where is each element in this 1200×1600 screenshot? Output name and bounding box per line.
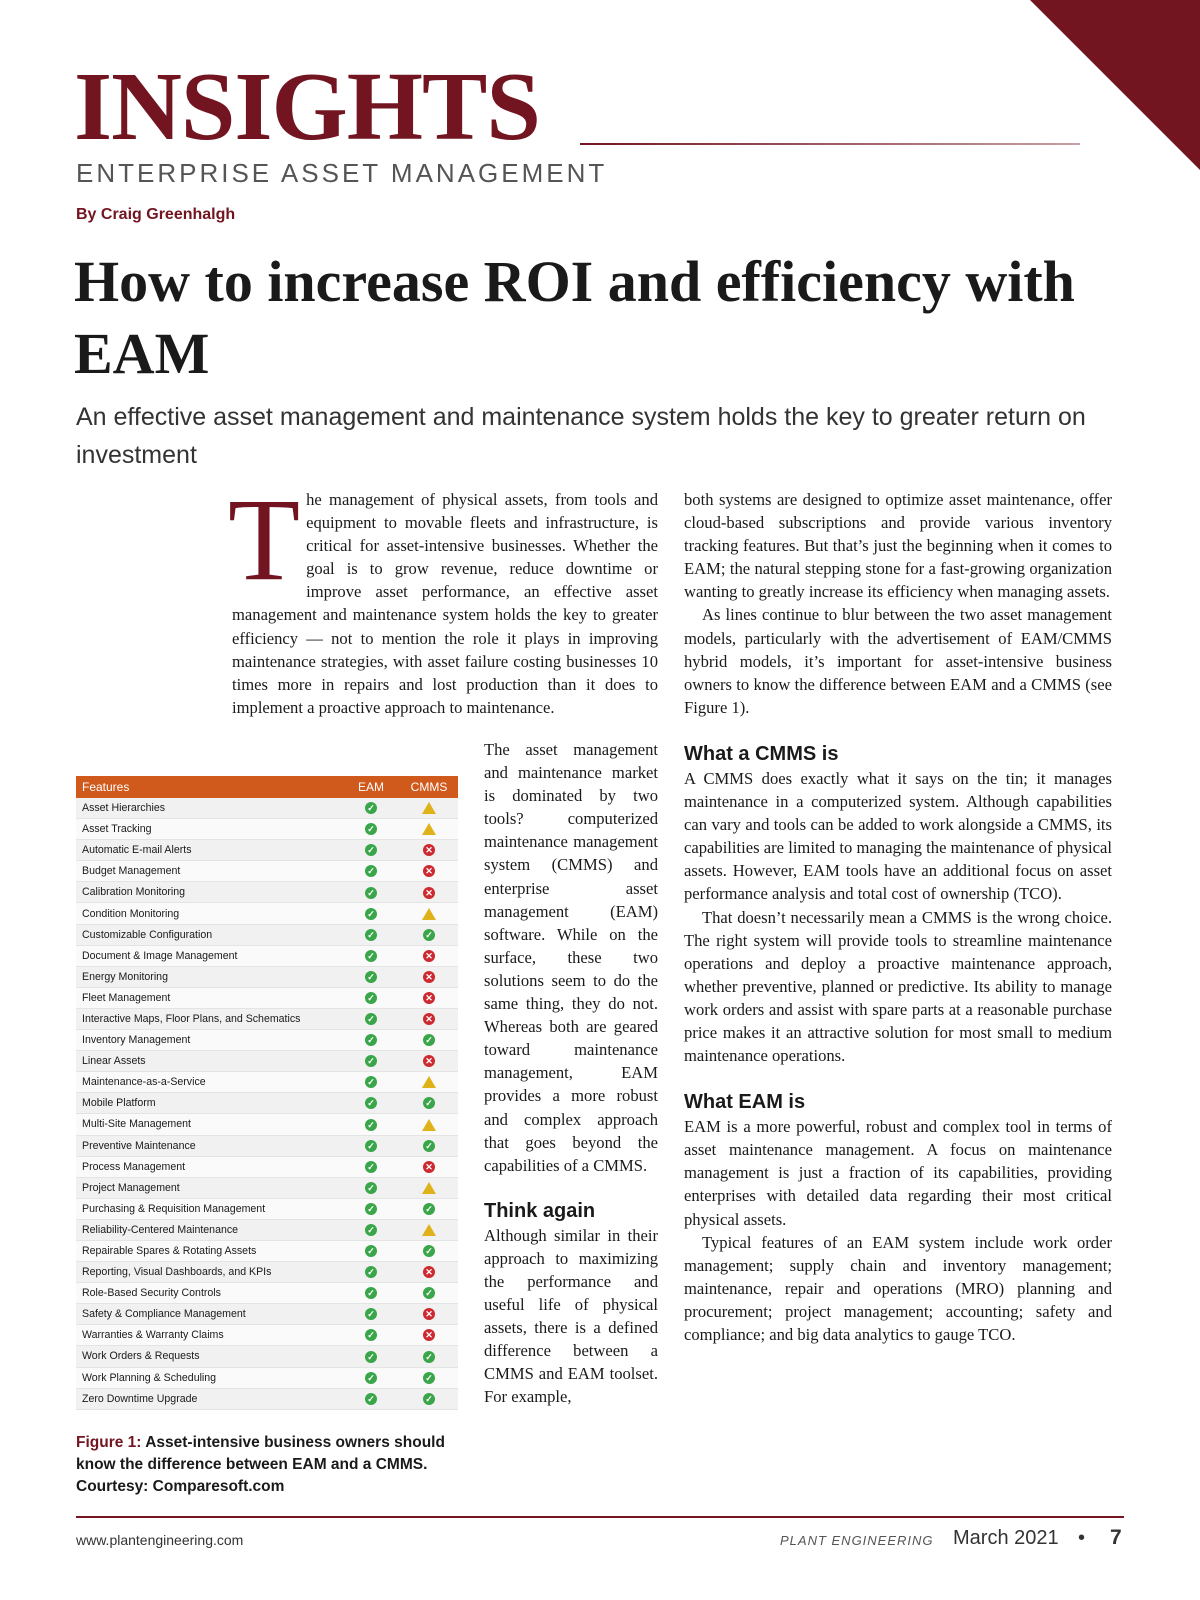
warning-triangle-icon xyxy=(422,1182,436,1194)
x-circle-icon: ✕ xyxy=(423,1055,435,1067)
table-row xyxy=(76,1198,458,1219)
check-circle-icon: ✓ xyxy=(365,950,377,962)
eam-cell xyxy=(342,1072,400,1093)
eam-cell xyxy=(342,1367,400,1388)
subhead-think-again: Think again xyxy=(484,1199,596,1222)
warning-triangle-icon xyxy=(422,908,436,920)
check-circle-icon: ✓ xyxy=(423,1393,435,1405)
table-row xyxy=(76,1240,458,1261)
table-row xyxy=(76,819,458,840)
feature-name: Role-Based Security Controls xyxy=(76,1283,342,1304)
eam-cell xyxy=(342,882,400,903)
feature-name: Asset Hierarchies xyxy=(76,798,342,819)
table-row xyxy=(76,1262,458,1283)
table-row xyxy=(76,798,458,819)
cmms-cell xyxy=(400,1114,458,1135)
table-row xyxy=(76,1051,458,1072)
figure-caption xyxy=(76,1432,456,1498)
x-circle-icon: ✕ xyxy=(423,844,435,856)
footer-separator: • xyxy=(1078,1527,1086,1549)
eam-cell xyxy=(342,1219,400,1240)
cmms-cell xyxy=(400,1262,458,1283)
table-row xyxy=(76,1135,458,1156)
table-row xyxy=(76,1177,458,1198)
check-circle-icon: ✓ xyxy=(365,1245,377,1257)
dek: An effective asset management and maintenance system holds the key to greater return on investment xyxy=(76,403,1086,469)
drop-cap: T xyxy=(228,474,301,605)
kicker-rule xyxy=(580,143,1080,145)
table-row xyxy=(76,1219,458,1240)
byline: By Craig Greenhalgh xyxy=(76,206,236,223)
x-circle-icon: ✕ xyxy=(423,1161,435,1173)
feature-name: Multi-Site Management xyxy=(76,1114,342,1135)
table-row xyxy=(76,1030,458,1051)
feature-name: Mobile Platform xyxy=(76,1093,342,1114)
table-row xyxy=(76,966,458,987)
eam-cell xyxy=(342,1283,400,1304)
eam-cell xyxy=(342,924,400,945)
paragraph: Typical features of an EAM system include work order management; supply chain and inventory management; maintenance, repair and operations (MRO) planning and procurement; project management; accounting; safety and compliance; and big data analytics to gauge TCO. xyxy=(684,1232,1112,1344)
subhead-what-cmms: What a CMMS is xyxy=(684,742,839,765)
eam-cell xyxy=(342,861,400,882)
check-circle-icon: ✓ xyxy=(365,1287,377,1299)
table-row xyxy=(76,945,458,966)
cmms-cell xyxy=(400,1325,458,1346)
footer-date: March 2021 xyxy=(953,1527,1059,1549)
eam-cell xyxy=(342,1114,400,1135)
eam-cell xyxy=(342,1135,400,1156)
eam-cell xyxy=(342,1030,400,1051)
x-circle-icon: ✕ xyxy=(423,1329,435,1341)
eam-cell xyxy=(342,1093,400,1114)
check-circle-icon: ✓ xyxy=(365,823,377,835)
table-row xyxy=(76,1072,458,1093)
feature-name: Calibration Monitoring xyxy=(76,882,342,903)
feature-name: Budget Management xyxy=(76,861,342,882)
check-circle-icon: ✓ xyxy=(423,1351,435,1363)
feature-name: Project Management xyxy=(76,1177,342,1198)
check-circle-icon: ✓ xyxy=(365,1119,377,1131)
paragraph: As lines continue to blur between the two asset management models, particularly with the advertisement of EAM/CMMS hybrid models, it’s important for asset-intensive business owners to know the difference between EAM and a CMMS (see Figure 1). xyxy=(684,605,1112,717)
cmms-cell xyxy=(400,798,458,819)
x-circle-icon: ✕ xyxy=(423,950,435,962)
check-circle-icon: ✓ xyxy=(365,1224,377,1236)
warning-triangle-icon xyxy=(422,802,436,814)
check-circle-icon: ✓ xyxy=(365,971,377,983)
table-row xyxy=(76,1367,458,1388)
cmms-cell xyxy=(400,1051,458,1072)
eam-cell xyxy=(342,1388,400,1409)
footer-url: www.plantengineering.com xyxy=(76,1532,244,1548)
x-circle-icon: ✕ xyxy=(423,1013,435,1025)
warning-triangle-icon xyxy=(422,1076,436,1088)
x-circle-icon: ✕ xyxy=(423,971,435,983)
check-circle-icon: ✓ xyxy=(365,1076,377,1088)
check-circle-icon: ✓ xyxy=(365,1203,377,1215)
feature-name: Purchasing & Requisition Management xyxy=(76,1198,342,1219)
table-row xyxy=(76,903,458,924)
caption-label: Figure 1: xyxy=(76,1434,142,1451)
check-circle-icon: ✓ xyxy=(423,1140,435,1152)
cmms-cell xyxy=(400,1198,458,1219)
check-circle-icon: ✓ xyxy=(365,844,377,856)
paragraph xyxy=(228,474,658,719)
paragraph-text: he management of physical assets, from tools and equipment to movable fleets and infrastructure, is critical for asset-intensive businesses. Whether the goal is to grow revenue, reduce downtime or improve asset performance, an effective asset management and maintenance system holds the key to greater efficiency — not to mention the role it plays in improving maintenance strategies, with asset failure costing businesses 10 times more in repairs and lost production than it does to implement a proactive approach to maintenance. xyxy=(232,490,658,717)
cmms-cell xyxy=(400,1219,458,1240)
warning-triangle-icon xyxy=(422,1224,436,1236)
cmms-cell xyxy=(400,1367,458,1388)
feature-name: Inventory Management xyxy=(76,1030,342,1051)
check-circle-icon: ✓ xyxy=(365,1308,377,1320)
column-header-features: Features xyxy=(76,776,342,798)
warning-triangle-icon xyxy=(422,1119,436,1131)
paragraph: A CMMS does exactly what it says on the tin; it manages maintenance in a computerized system. Although capabilities can vary and tools can be added to work alongside a CMMS, its capabilities are limited to managing the maintenance of physical assets. However, EAM tools have an additional focus on asset performance analysis and total cost of ownership (TCO). xyxy=(684,768,1112,904)
check-circle-icon: ✓ xyxy=(365,1351,377,1363)
check-circle-icon: ✓ xyxy=(365,1161,377,1173)
feature-name: Automatic E-mail Alerts xyxy=(76,840,342,861)
caption-text: Asset-intensive business owners should know the difference between EAM and a CMMS. Courtesy: Comparesoft.com xyxy=(76,1434,445,1495)
feature-name: Fleet Management xyxy=(76,987,342,1008)
subhead-what-eam: What EAM is xyxy=(684,1091,806,1114)
feature-name: Asset Tracking xyxy=(76,819,342,840)
table-row xyxy=(76,1304,458,1325)
cmms-cell xyxy=(400,1304,458,1325)
eam-cell xyxy=(342,987,400,1008)
check-circle-icon: ✓ xyxy=(365,1329,377,1341)
check-circle-icon: ✓ xyxy=(365,887,377,899)
table-row xyxy=(76,861,458,882)
eam-cell xyxy=(342,903,400,924)
check-circle-icon: ✓ xyxy=(365,908,377,920)
check-circle-icon: ✓ xyxy=(365,802,377,814)
comparison-table xyxy=(76,776,458,1410)
table-row xyxy=(76,1283,458,1304)
cmms-cell xyxy=(400,1240,458,1261)
cmms-cell xyxy=(400,903,458,924)
table-row xyxy=(76,1325,458,1346)
feature-name: Zero Downtime Upgrade xyxy=(76,1388,342,1409)
x-circle-icon: ✕ xyxy=(423,887,435,899)
eam-cell xyxy=(342,819,400,840)
cmms-cell xyxy=(400,1135,458,1156)
feature-name: Reliability-Centered Maintenance xyxy=(76,1219,342,1240)
paragraph: EAM is a more powerful, robust and complex tool in terms of asset maintenance management. A focus on maintenance management is just a fraction of its capabilities, providing enterprises with detailed data regarding their most critical physical assets. xyxy=(684,1117,1112,1229)
eam-cell xyxy=(342,966,400,987)
table-row xyxy=(76,882,458,903)
eam-cell xyxy=(342,1198,400,1219)
paragraph: Although similar in their approach to maximizing the performance and useful life of physical assets, there is a defined difference between a CMMS and EAM toolset. For example, xyxy=(484,1225,658,1407)
cmms-cell xyxy=(400,840,458,861)
cmms-cell xyxy=(400,1093,458,1114)
paragraph: That doesn’t necessarily mean a CMMS is the wrong choice. The right system will provide tools to streamline maintenance operations and deploy a proactive maintenance approach, whether preventive, planned or predictive. Its ability to manage work orders and assist with spare parts at a reasonable purchase price makes it an attractive solution for most small to medium maintenance operations. xyxy=(684,907,1112,1066)
paragraph: The asset management and maintenance market is dominated by two tools? computerized maintenance management system (CMMS) and enterprise asset management (EAM) software. While on the surface, these two solutions seem to do the same thing, they do not. Whereas both are geared toward maintenance management, EAM provides a more robust and complex approach that goes beyond the capabilities of a CMMS. xyxy=(484,740,658,1175)
body-column-3 xyxy=(684,488,1112,1346)
check-circle-icon: ✓ xyxy=(423,1097,435,1109)
table-row xyxy=(76,1346,458,1367)
cmms-cell xyxy=(400,819,458,840)
section-kicker: INSIGHTS xyxy=(74,53,540,161)
check-circle-icon: ✓ xyxy=(365,992,377,1004)
eam-cell xyxy=(342,1051,400,1072)
cmms-cell xyxy=(400,924,458,945)
cmms-cell xyxy=(400,966,458,987)
feature-name: Linear Assets xyxy=(76,1051,342,1072)
feature-name: Work Planning & Scheduling xyxy=(76,1367,342,1388)
eam-cell xyxy=(342,1008,400,1029)
table-row xyxy=(76,1008,458,1029)
eam-cell xyxy=(342,945,400,966)
eam-cell xyxy=(342,1304,400,1325)
check-circle-icon: ✓ xyxy=(365,1055,377,1067)
table-row xyxy=(76,924,458,945)
check-circle-icon: ✓ xyxy=(423,1287,435,1299)
body-column-1 xyxy=(228,474,658,719)
cmms-cell xyxy=(400,1008,458,1029)
column-header-cmms: CMMS xyxy=(400,776,458,798)
table-row xyxy=(76,1156,458,1177)
check-circle-icon: ✓ xyxy=(365,1182,377,1194)
eam-cell xyxy=(342,1262,400,1283)
headline: How to increase ROI and efficiency with EAM xyxy=(74,249,1075,386)
cmms-cell xyxy=(400,861,458,882)
feature-name: Document & Image Management xyxy=(76,945,342,966)
body-column-2 xyxy=(484,738,658,1409)
feature-name: Work Orders & Requests xyxy=(76,1346,342,1367)
cmms-cell xyxy=(400,1072,458,1093)
eam-cell xyxy=(342,1346,400,1367)
feature-name: Energy Monitoring xyxy=(76,966,342,987)
check-circle-icon: ✓ xyxy=(365,1372,377,1384)
table-row xyxy=(76,1093,458,1114)
feature-name: Reporting, Visual Dashboards, and KPIs xyxy=(76,1262,342,1283)
eam-cell xyxy=(342,1240,400,1261)
eam-cell xyxy=(342,1325,400,1346)
table-row xyxy=(76,1388,458,1409)
feature-name: Preventive Maintenance xyxy=(76,1135,342,1156)
cmms-cell xyxy=(400,1177,458,1198)
check-circle-icon: ✓ xyxy=(365,1393,377,1405)
page-number: 7 xyxy=(1110,1526,1122,1549)
eam-cell xyxy=(342,798,400,819)
check-circle-icon: ✓ xyxy=(365,1140,377,1152)
cmms-cell xyxy=(400,1346,458,1367)
footer-publication: PLANT ENGINEERING xyxy=(780,1533,934,1548)
check-circle-icon: ✓ xyxy=(365,1097,377,1109)
cmms-cell xyxy=(400,1388,458,1409)
eam-cell xyxy=(342,840,400,861)
check-circle-icon: ✓ xyxy=(423,1034,435,1046)
x-circle-icon: ✕ xyxy=(423,992,435,1004)
feature-name: Condition Monitoring xyxy=(76,903,342,924)
x-circle-icon: ✕ xyxy=(423,865,435,877)
cmms-cell xyxy=(400,1030,458,1051)
check-circle-icon: ✓ xyxy=(365,1266,377,1278)
section-label: ENTERPRISE ASSET MANAGEMENT xyxy=(76,158,608,188)
table-row xyxy=(76,1114,458,1135)
cmms-cell xyxy=(400,1156,458,1177)
cmms-cell xyxy=(400,882,458,903)
x-circle-icon: ✕ xyxy=(423,1266,435,1278)
cmms-cell xyxy=(400,945,458,966)
eam-cell xyxy=(342,1177,400,1198)
feature-name: Safety & Compliance Management xyxy=(76,1304,342,1325)
feature-name: Process Management xyxy=(76,1156,342,1177)
cmms-cell xyxy=(400,1283,458,1304)
figure-comparison-table xyxy=(76,776,458,1410)
feature-name: Repairable Spares & Rotating Assets xyxy=(76,1240,342,1261)
table-header-row xyxy=(76,776,458,798)
x-circle-icon: ✕ xyxy=(423,1308,435,1320)
table-row xyxy=(76,840,458,861)
feature-name: Customizable Configuration xyxy=(76,924,342,945)
check-circle-icon: ✓ xyxy=(365,1013,377,1025)
footer-rule xyxy=(76,1516,1124,1518)
check-circle-icon: ✓ xyxy=(423,1245,435,1257)
check-circle-icon: ✓ xyxy=(365,929,377,941)
feature-name: Interactive Maps, Floor Plans, and Schematics xyxy=(76,1008,342,1029)
cmms-cell xyxy=(400,987,458,1008)
check-circle-icon: ✓ xyxy=(423,1372,435,1384)
check-circle-icon: ✓ xyxy=(423,1203,435,1215)
check-circle-icon: ✓ xyxy=(423,929,435,941)
paragraph: both systems are designed to optimize asset maintenance, offer cloud-based subscriptions and provide various inventory tracking features. But that’s just the beginning when it comes to EAM; the natural stepping stone for a fast-growing organization wanting to greatly increase its efficiency when managing assets. xyxy=(684,490,1112,602)
check-circle-icon: ✓ xyxy=(365,1034,377,1046)
table-row xyxy=(76,987,458,1008)
eam-cell xyxy=(342,1156,400,1177)
feature-name: Warranties & Warranty Claims xyxy=(76,1325,342,1346)
feature-name: Maintenance-as-a-Service xyxy=(76,1072,342,1093)
check-circle-icon: ✓ xyxy=(365,865,377,877)
column-header-eam: EAM xyxy=(342,776,400,798)
warning-triangle-icon xyxy=(422,823,436,835)
